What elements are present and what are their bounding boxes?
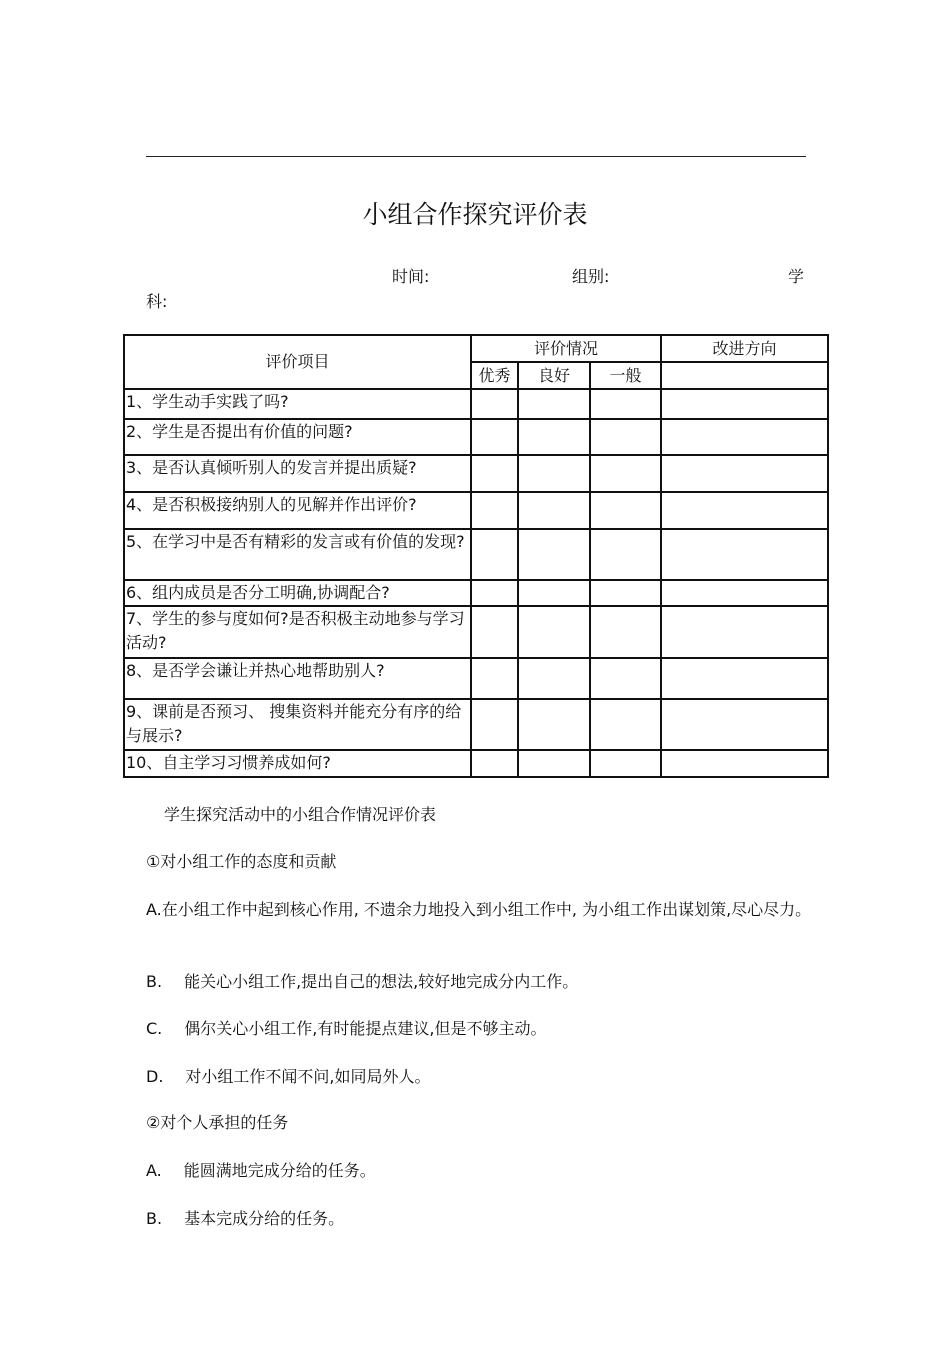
part1-option-a (146, 897, 816, 922)
cell-improvement[interactable] (661, 419, 828, 455)
row-item: 4、是否积极接纳别人的见解并作出评价? (124, 492, 471, 529)
cell-improvement[interactable] (661, 492, 828, 529)
header-good: 良好 (518, 362, 590, 389)
table-row (124, 419, 828, 455)
cell-good[interactable] (518, 529, 590, 580)
part2-option-a (146, 1158, 816, 1183)
row-item: 3、是否认真倾听别人的发言并提出质疑? (124, 455, 471, 492)
cell-average[interactable] (590, 699, 661, 750)
option-text: 对小组工作不闻不问,如同局外人。 (185, 1067, 431, 1086)
page-title: 小组合作探究评价表 (362, 200, 588, 229)
cell-good[interactable] (518, 658, 590, 699)
group-label: 组别: (572, 267, 610, 286)
cell-average[interactable] (590, 492, 661, 529)
row-item: 6、组内成员是否分工明确,协调配合? (124, 580, 471, 606)
cell-good[interactable] (518, 699, 590, 750)
section-title: 学生探究活动中的小组合作情况评价表 (164, 805, 437, 824)
table-row (124, 529, 828, 580)
cell-improvement[interactable] (661, 580, 828, 606)
cell-good[interactable] (518, 750, 590, 777)
option-label: D. (146, 1067, 164, 1086)
part2-heading: ②对个人承担的任务 (146, 1113, 289, 1132)
subject-label-part2: 科: (146, 292, 168, 311)
table-row (124, 699, 828, 750)
cell-excellent[interactable] (471, 699, 518, 750)
option-text: 基本完成分给的任务。 (184, 1209, 345, 1228)
cell-excellent[interactable] (471, 606, 518, 658)
option-text: 能关心小组工作,提出自己的想法,较好地完成分内工作。 (184, 972, 579, 991)
cell-excellent[interactable] (471, 455, 518, 492)
header-average: 一般 (590, 362, 661, 389)
option-label: B. (146, 1209, 163, 1228)
cell-improvement[interactable] (661, 658, 828, 699)
cell-average[interactable] (590, 389, 661, 419)
cell-improvement[interactable] (661, 455, 828, 492)
cell-average[interactable] (590, 580, 661, 606)
cell-excellent[interactable] (471, 529, 518, 580)
header-excellent: 优秀 (471, 362, 518, 389)
cell-good[interactable] (518, 492, 590, 529)
cell-average[interactable] (590, 455, 661, 492)
cell-improvement[interactable] (661, 606, 828, 658)
table-row (124, 492, 828, 529)
cell-good[interactable] (518, 419, 590, 455)
cell-excellent[interactable] (471, 389, 518, 419)
option-label: A. (146, 1161, 162, 1180)
time-label: 时间: (392, 267, 430, 286)
row-item: 9、课前是否预习、 搜集资料并能充分有序的给与展示? (124, 699, 471, 750)
header-improvement: 改进方向 (661, 335, 828, 362)
cell-excellent[interactable] (471, 492, 518, 529)
header-evaluation: 评价情况 (471, 335, 661, 362)
cell-good[interactable] (518, 389, 590, 419)
table-row (124, 389, 828, 419)
part1-option-b (146, 969, 816, 994)
cell-excellent[interactable] (471, 750, 518, 777)
row-item: 2、学生是否提出有价值的问题? (124, 419, 471, 455)
cell-average[interactable] (590, 606, 661, 658)
subject-label-part1: 学 (788, 267, 805, 286)
option-text: 在小组工作中起到核心作用, 不遗余力地投入到小组工作中, 为小组工作出谋划策,尽心尽力。 (161, 900, 812, 919)
table-row (124, 580, 828, 606)
part1-option-d (146, 1064, 816, 1089)
cell-excellent[interactable] (471, 580, 518, 606)
cell-average[interactable] (590, 529, 661, 580)
header-blank (661, 362, 828, 389)
part1-option-c (146, 1016, 816, 1041)
option-label: A. (146, 900, 162, 919)
cell-average[interactable] (590, 419, 661, 455)
part1-heading: ①对小组工作的态度和贡献 (146, 852, 337, 871)
row-item: 5、在学习中是否有精彩的发言或有价值的发现? (124, 529, 471, 580)
option-label: C. (146, 1019, 163, 1038)
option-text: 偶尔关心小组工作,有时能提点建议,但是不够主动。 (184, 1019, 547, 1038)
table-row (124, 455, 828, 492)
cell-improvement[interactable] (661, 389, 828, 419)
header-item: 评价项目 (124, 335, 471, 389)
option-text: 能圆满地完成分给的任务。 (183, 1161, 376, 1180)
row-item: 10、自主学习习惯养成如何? (124, 750, 471, 777)
option-label: B. (146, 972, 163, 991)
cell-improvement[interactable] (661, 750, 828, 777)
table-row (124, 658, 828, 699)
cell-excellent[interactable] (471, 658, 518, 699)
cell-improvement[interactable] (661, 699, 828, 750)
cell-average[interactable] (590, 658, 661, 699)
cell-average[interactable] (590, 750, 661, 777)
table-row (124, 750, 828, 777)
row-item: 7、学生的参与度如何?是否积极主动地参与学习活动? (124, 606, 471, 658)
cell-excellent[interactable] (471, 419, 518, 455)
part2-option-b (146, 1206, 816, 1231)
cell-good[interactable] (518, 455, 590, 492)
cell-improvement[interactable] (661, 529, 828, 580)
cell-good[interactable] (518, 580, 590, 606)
row-item: 8、是否学会谦让并热心地帮助别人? (124, 658, 471, 699)
table-row (124, 606, 828, 658)
evaluation-table (123, 334, 829, 778)
row-item: 1、学生动手实践了吗? (124, 389, 471, 419)
header-rule (146, 156, 806, 157)
cell-good[interactable] (518, 606, 590, 658)
